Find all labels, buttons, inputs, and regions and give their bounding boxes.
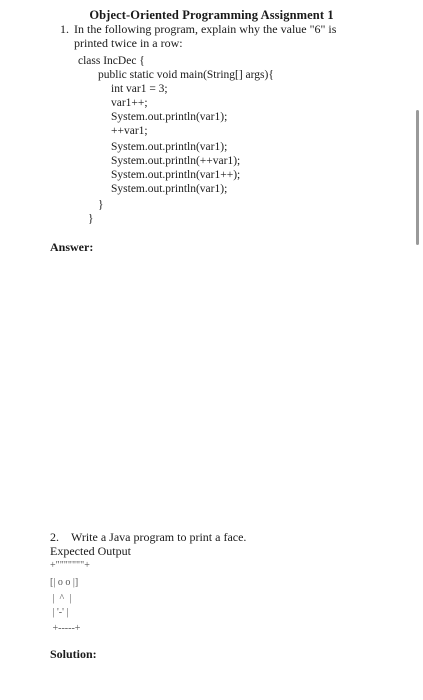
code-line-print-3: System.out.println(++var1); <box>111 155 241 167</box>
page-title: Object-Oriented Programming Assignment 1 <box>89 8 334 22</box>
code-line-preinc: ++var1; <box>111 125 148 137</box>
code-line-print-4: System.out.println(var1++); <box>111 169 241 181</box>
code-line-close-method: } <box>98 199 104 211</box>
code-line-print-1: System.out.println(var1); <box>111 111 228 123</box>
code-line-class: class IncDec { <box>78 55 145 67</box>
vertical-scrollbar[interactable] <box>416 110 419 245</box>
code-line-print-5: System.out.println(var1); <box>111 183 228 195</box>
face-line-5: +-----+ <box>50 623 81 634</box>
question-2-number: 2. <box>50 530 59 544</box>
question-1-line-2: printed twice in a row: <box>74 36 183 50</box>
face-line-4: | '-' | <box>50 607 69 618</box>
face-line-2: [| o o |] <box>50 577 79 588</box>
expected-output-label: Expected Output <box>50 544 131 558</box>
answer-label: Answer: <box>50 240 94 254</box>
question-2-text: Write a Java program to print a face. <box>71 530 247 544</box>
code-line-close-class: } <box>88 213 94 225</box>
code-line-declare: int var1 = 3; <box>111 83 168 95</box>
code-line-print-2: System.out.println(var1); <box>111 141 228 153</box>
solution-label: Solution: <box>50 647 97 661</box>
question-1-line-1: In the following program, explain why the value "6" is <box>74 22 337 36</box>
question-1-number: 1. <box>60 22 69 36</box>
code-line-main: public static void main(String[] args){ <box>98 69 274 81</box>
face-line-1: +"""""""+ <box>50 560 90 571</box>
code-line-postinc: var1++; <box>111 97 148 109</box>
face-line-3: | ^ | <box>50 593 72 604</box>
